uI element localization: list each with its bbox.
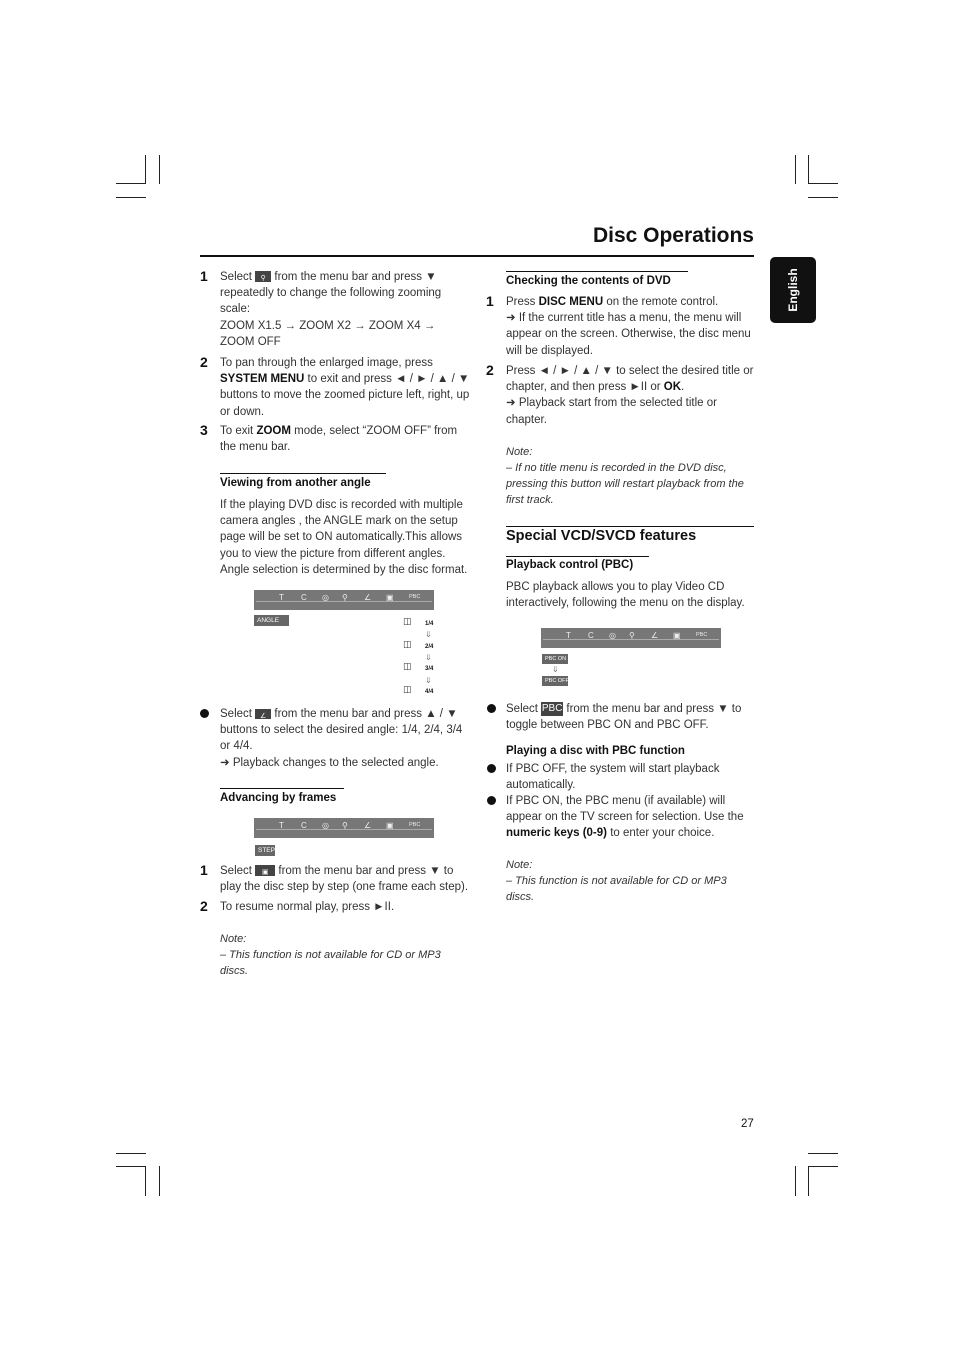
menu-label-t: T: [279, 821, 284, 830]
section-rule: [220, 788, 344, 789]
crop-mark: [808, 197, 838, 198]
bullet: [487, 764, 496, 773]
check-step-2-text-a: Press ◄ / ► / ▲ / ▼ to select the desired title or chapter, and then press ►II or: [506, 365, 754, 394]
zoom-step-3: [220, 423, 470, 455]
angle-bullet-text-a: Select: [220, 708, 252, 720]
check-step-1: [506, 294, 756, 359]
angle-bullet: [220, 706, 470, 771]
language-tab: [770, 257, 816, 323]
step-number: 1: [200, 268, 208, 284]
check-note: – If no title menu is recorded in the DVD disc, pressing this button will restart playback from the first track.: [506, 462, 744, 507]
step-menu-icon: ▣: [386, 821, 394, 830]
bullet: [487, 704, 496, 713]
pbc-bullet-text-b: from the menu bar and press ▼ to toggle between PBC ON and PBC OFF.: [506, 703, 742, 732]
bullet: [200, 709, 209, 718]
pbc-bullet: [506, 701, 756, 733]
crop-mark: [808, 1166, 809, 1196]
step-number: 2: [200, 898, 208, 914]
angle-box: ANGLE: [254, 615, 289, 626]
zoom-step-1-text-a: Select: [220, 271, 252, 283]
vcd-heading: Special VCD/SVCD features: [506, 528, 697, 544]
pbc-off-box: PBC OFF: [542, 676, 568, 686]
crop-mark: [808, 1166, 838, 1167]
section-rule: [220, 473, 386, 474]
menu-label-t: T: [566, 631, 571, 640]
bullet: [487, 796, 496, 805]
pbc-on-box: PBC ON: [542, 654, 568, 664]
step-box: STEP: [255, 845, 275, 856]
zoom-step-2-text-b: to exit and press ◄ / ► / ▲ / ▼ buttons to move the zoomed picture left, right, up or down.: [220, 373, 470, 418]
step-menu-icon: ▣: [386, 593, 394, 602]
check-note-title: Note:: [506, 446, 533, 458]
check-step-1-bold: DISC MENU: [538, 296, 604, 308]
frames-note: – This function is not available for CD or MP3 discs.: [220, 949, 441, 978]
crop-mark: [795, 1166, 796, 1196]
vcd-note: – This function is not available for CD or MP3 discs.: [506, 875, 727, 904]
angle-menu-icon: ∠: [651, 631, 659, 640]
down-arrow-icon: ⇓: [425, 630, 432, 639]
zoom-step-1: [220, 269, 470, 350]
pbc-subheading: Playback control (PBC): [506, 559, 634, 571]
check-heading: Checking the contents of DVD: [506, 275, 671, 287]
angle-option: 1/4: [425, 621, 434, 627]
disc-icon: ◎: [322, 593, 329, 602]
section-rule: [506, 526, 754, 527]
language-tab-label: English: [786, 268, 800, 312]
crop-mark: [159, 1166, 160, 1196]
pbc-on-bold: numeric keys (0-9): [506, 827, 607, 840]
crop-mark: [145, 155, 146, 184]
step-menu-bar: [254, 818, 434, 838]
zoom-step-3-text-a: To exit: [220, 425, 254, 437]
pbc-bullet-text-a: Select: [506, 703, 538, 715]
camera-icon: ◫: [403, 617, 412, 627]
zoom-icon: ⚲: [255, 271, 271, 282]
title-rule: [200, 255, 754, 257]
crop-mark: [795, 155, 796, 184]
frames-heading: Advancing by frames: [220, 792, 337, 804]
menu-label-pbc: PBC: [409, 594, 421, 600]
menu-label-t: T: [279, 593, 284, 602]
step-number: 2: [200, 354, 208, 370]
pbc-play-heading: Playing a disc with PBC function: [506, 745, 685, 757]
angle-option: 4/4: [425, 689, 434, 695]
frames-step-1-text-a: Select: [220, 865, 252, 877]
zoom-menu-icon: ⚲: [342, 821, 348, 830]
check-step-1-text-a: Press: [506, 296, 536, 308]
zoom-sequence: ZOOM X1.5 → ZOOM X2 → ZOOM X4 → ZOOM OFF: [220, 319, 436, 348]
crop-mark: [808, 1153, 838, 1154]
down-arrow-icon: ⇓: [425, 653, 432, 662]
angle-result: ➜ Playback changes to the selected angle.: [220, 756, 439, 769]
angle-bullet-text-b: from the menu bar and press ▲ / ▼ buttons to select the desired angle: 1/4, 2/4, 3/4 or 4/4.: [220, 708, 463, 753]
pbc-menu-bar: [541, 628, 721, 648]
check-step-1-text-b: on the remote control.: [606, 296, 719, 308]
down-arrow-icon: ⇓: [552, 665, 559, 674]
crop-mark: [116, 197, 146, 198]
menu-label-c: C: [301, 593, 307, 602]
zoom-step-2: [220, 355, 470, 420]
crop-mark: [116, 1153, 146, 1154]
angle-option: 2/4: [425, 644, 434, 650]
zoom-step-2-bold: SYSTEM MENU: [220, 373, 305, 386]
menu-label-c: C: [301, 821, 307, 830]
disc-icon: ◎: [322, 821, 329, 830]
camera-icon: ◫: [403, 640, 412, 650]
disc-icon: ◎: [609, 631, 616, 640]
page-title: Disc Operations: [592, 224, 754, 247]
crop-mark: [116, 1166, 146, 1167]
step-number: 1: [486, 293, 494, 309]
crop-mark: [808, 183, 838, 184]
step-icon: ▣: [255, 865, 275, 876]
angle-icon: ∠: [255, 709, 271, 719]
zoom-step-3-bold: ZOOM: [256, 425, 291, 437]
pbc-on-text-b: to enter your choice.: [610, 827, 715, 840]
menu-label-pbc: PBC: [409, 822, 421, 828]
angle-option: 3/4: [425, 666, 434, 672]
step-number: 2: [486, 362, 494, 378]
camera-icon: ◫: [403, 685, 412, 695]
step-number: 3: [200, 422, 208, 438]
frames-step-2: To resume normal play, press ►II.: [220, 901, 395, 913]
check-step-2-text-b: .: [681, 381, 685, 394]
check-step-1-result: ➜ If the current title has a menu, the menu will appear on the screen. Otherwise, the disc menu will be displayed.: [506, 312, 751, 357]
angle-menu-bar: [254, 590, 434, 610]
camera-icon: ◫: [403, 662, 412, 672]
crop-mark: [116, 183, 146, 184]
zoom-menu-icon: ⚲: [629, 631, 635, 640]
frames-note-title: Note:: [220, 933, 247, 945]
pbc-icon: PBC: [541, 702, 563, 714]
frames-step-1-text-b: from the menu bar and press ▼ to play the disc step by step (one frame each step).: [220, 865, 469, 894]
section-rule: [506, 271, 688, 272]
pbc-off-text: If PBC OFF, the system will start playback automatically.: [506, 763, 720, 792]
page-number: 27: [741, 1118, 754, 1130]
menu-label-c: C: [588, 631, 594, 640]
down-arrow-icon: ⇓: [425, 676, 432, 685]
crop-mark: [145, 1166, 146, 1196]
menu-label-pbc: PBC: [696, 632, 708, 638]
zoom-step-3-text-b: mode, select “ZOOM OFF” from the menu bar.: [220, 425, 458, 454]
vcd-note-title: Note:: [506, 859, 533, 871]
step-menu-icon: ▣: [673, 631, 681, 640]
section-rule: [506, 556, 649, 557]
angle-menu-icon: ∠: [364, 593, 372, 602]
crop-mark: [159, 155, 160, 184]
check-step-2-bold: OK: [663, 381, 682, 394]
frames-step-1: [220, 863, 470, 895]
angle-body: If the playing DVD disc is recorded with multiple camera angles , the ANGLE mark on the setup page will be set to ON automatically.This allows you to view the picture from different angles. Angle selection is determined by the disc format.: [220, 499, 468, 576]
check-step-2: [506, 363, 756, 428]
angle-heading: Viewing from another angle: [220, 477, 371, 489]
pbc-on-text: [506, 793, 756, 842]
angle-menu-icon: ∠: [364, 821, 372, 830]
zoom-step-1-text-b: from the menu bar and press ▼ repeatedly to change the following zooming scale:: [220, 271, 442, 316]
check-step-2-result: ➜ Playback start from the selected title or chapter.: [506, 397, 717, 426]
zoom-step-2-text-a: To pan through the enlarged image, press: [220, 357, 433, 369]
pbc-on-text-a: If PBC ON, the PBC menu (if available) will appear on the TV screen for selection. Use the: [506, 795, 744, 824]
pbc-body: PBC playback allows you to play Video CD interactively, following the menu on the display.: [506, 581, 745, 610]
crop-mark: [808, 155, 809, 184]
zoom-menu-icon: ⚲: [342, 593, 348, 602]
step-number: 1: [200, 862, 208, 878]
